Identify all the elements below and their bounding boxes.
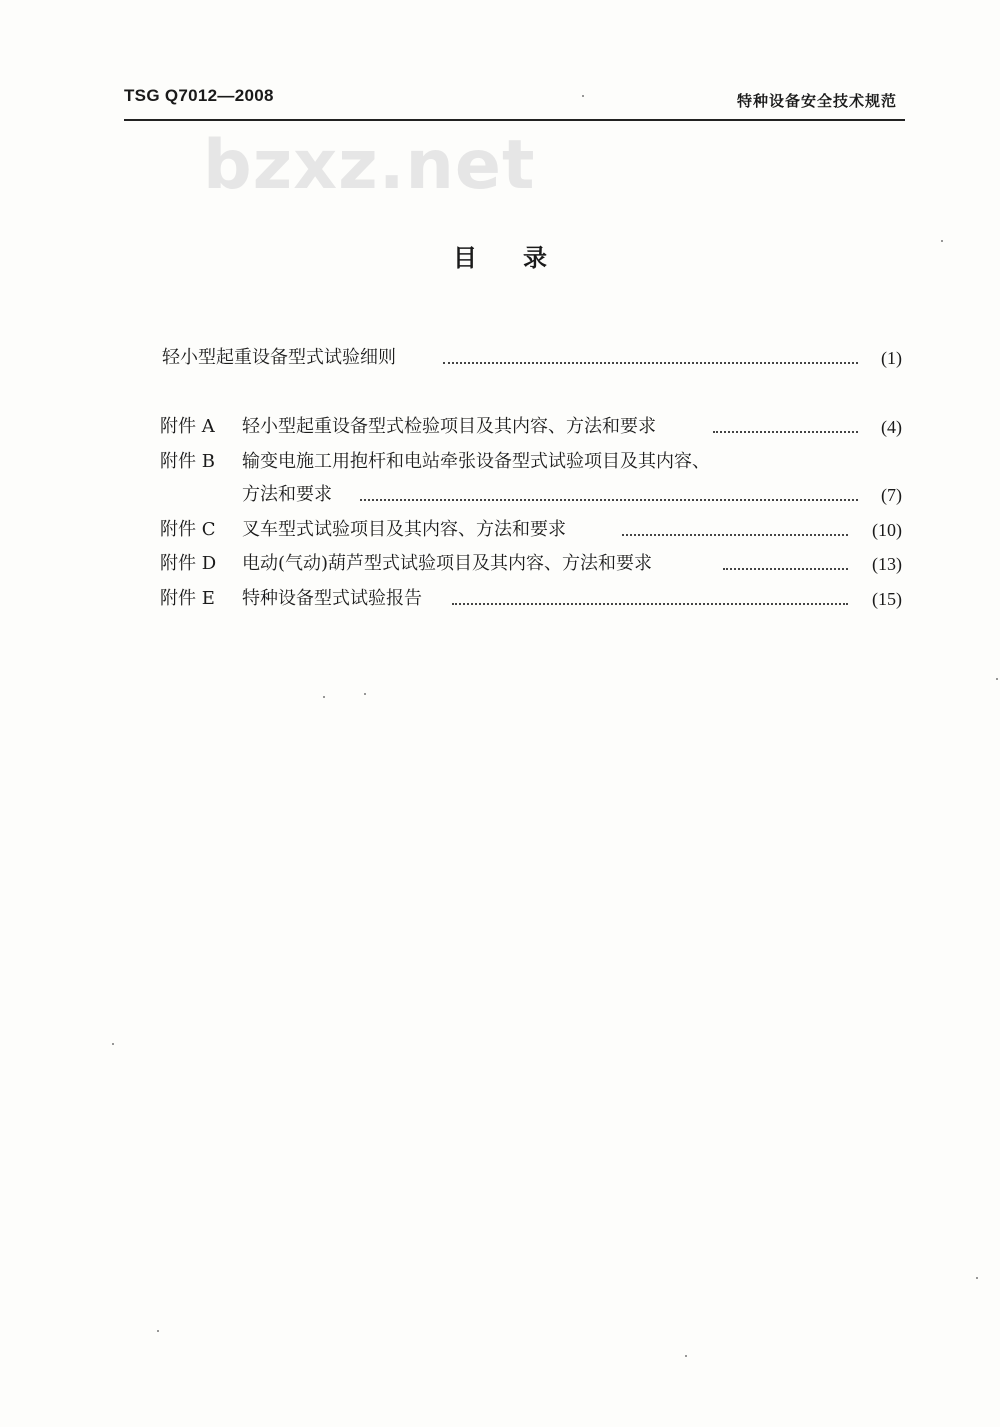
toc-entry-text-line-1: 输变电施工用抱杆和电站牵张设备型式试验项目及其内容、 xyxy=(242,451,710,472)
toc-heading-char-2: 录 xyxy=(523,244,547,272)
scan-speck xyxy=(941,240,943,242)
watermark: bzxz.net xyxy=(203,126,536,205)
toc-entry-page: (7) xyxy=(881,485,902,505)
toc-entry-text: 叉车型式试验项目及其内容、方法和要求 xyxy=(242,519,566,540)
toc-entry-appendix-a[interactable] xyxy=(160,412,902,442)
dot-leader xyxy=(622,534,848,536)
scan-speck xyxy=(685,1355,687,1357)
toc-entry-appendix-b[interactable] xyxy=(160,447,902,477)
toc-entry-label: 附件 E xyxy=(160,588,215,609)
toc-entry-text-line-2: 方法和要求 xyxy=(242,484,332,505)
dot-leader xyxy=(360,499,858,501)
toc-entry-appendix-e[interactable] xyxy=(160,584,902,614)
toc-entry-page: (1) xyxy=(881,348,902,368)
scan-speck xyxy=(996,678,998,680)
toc-entry-appendix-b-continued[interactable] xyxy=(160,480,902,510)
scan-speck xyxy=(582,95,584,97)
toc-heading xyxy=(0,238,1000,273)
dot-leader xyxy=(443,362,858,364)
header-rule xyxy=(124,119,905,121)
toc-entry-text: 轻小型起重设备型式检验项目及其内容、方法和要求 xyxy=(242,416,656,437)
scan-speck xyxy=(364,693,366,695)
toc-heading-char-1: 目 xyxy=(453,244,477,272)
toc-entry-page: (15) xyxy=(872,589,902,609)
toc-entry-label: 附件 D xyxy=(160,553,217,574)
standard-code: TSG Q7012—2008 xyxy=(124,86,274,105)
dot-leader xyxy=(713,431,858,433)
toc-entry-page: (4) xyxy=(881,417,902,437)
page-header xyxy=(124,86,905,116)
toc-entry-appendix-d[interactable] xyxy=(160,549,902,579)
toc-entry-appendix-c[interactable] xyxy=(160,515,902,545)
toc-entry-page: (10) xyxy=(872,520,902,540)
scan-speck xyxy=(112,1043,114,1045)
toc-entry-text: 特种设备型式试验报告 xyxy=(242,588,422,609)
toc-entry-page: (13) xyxy=(872,554,902,574)
toc-entry-text: 电动(气动)葫芦型式试验项目及其内容、方法和要求 xyxy=(242,553,653,574)
scan-speck xyxy=(157,1330,159,1332)
scan-speck xyxy=(976,1277,978,1279)
dot-leader xyxy=(723,568,848,570)
toc-entry-label: 附件 A xyxy=(160,416,215,437)
series-title: 特种设备安全技术规范 xyxy=(736,92,897,110)
scan-speck xyxy=(323,696,325,698)
toc-entry-main[interactable] xyxy=(160,343,902,373)
toc-entry-text: 轻小型起重设备型式试验细则 xyxy=(162,347,396,368)
toc-entry-label: 附件 C xyxy=(160,519,216,540)
dot-leader xyxy=(452,603,848,605)
toc-entry-label: 附件 B xyxy=(160,451,215,472)
